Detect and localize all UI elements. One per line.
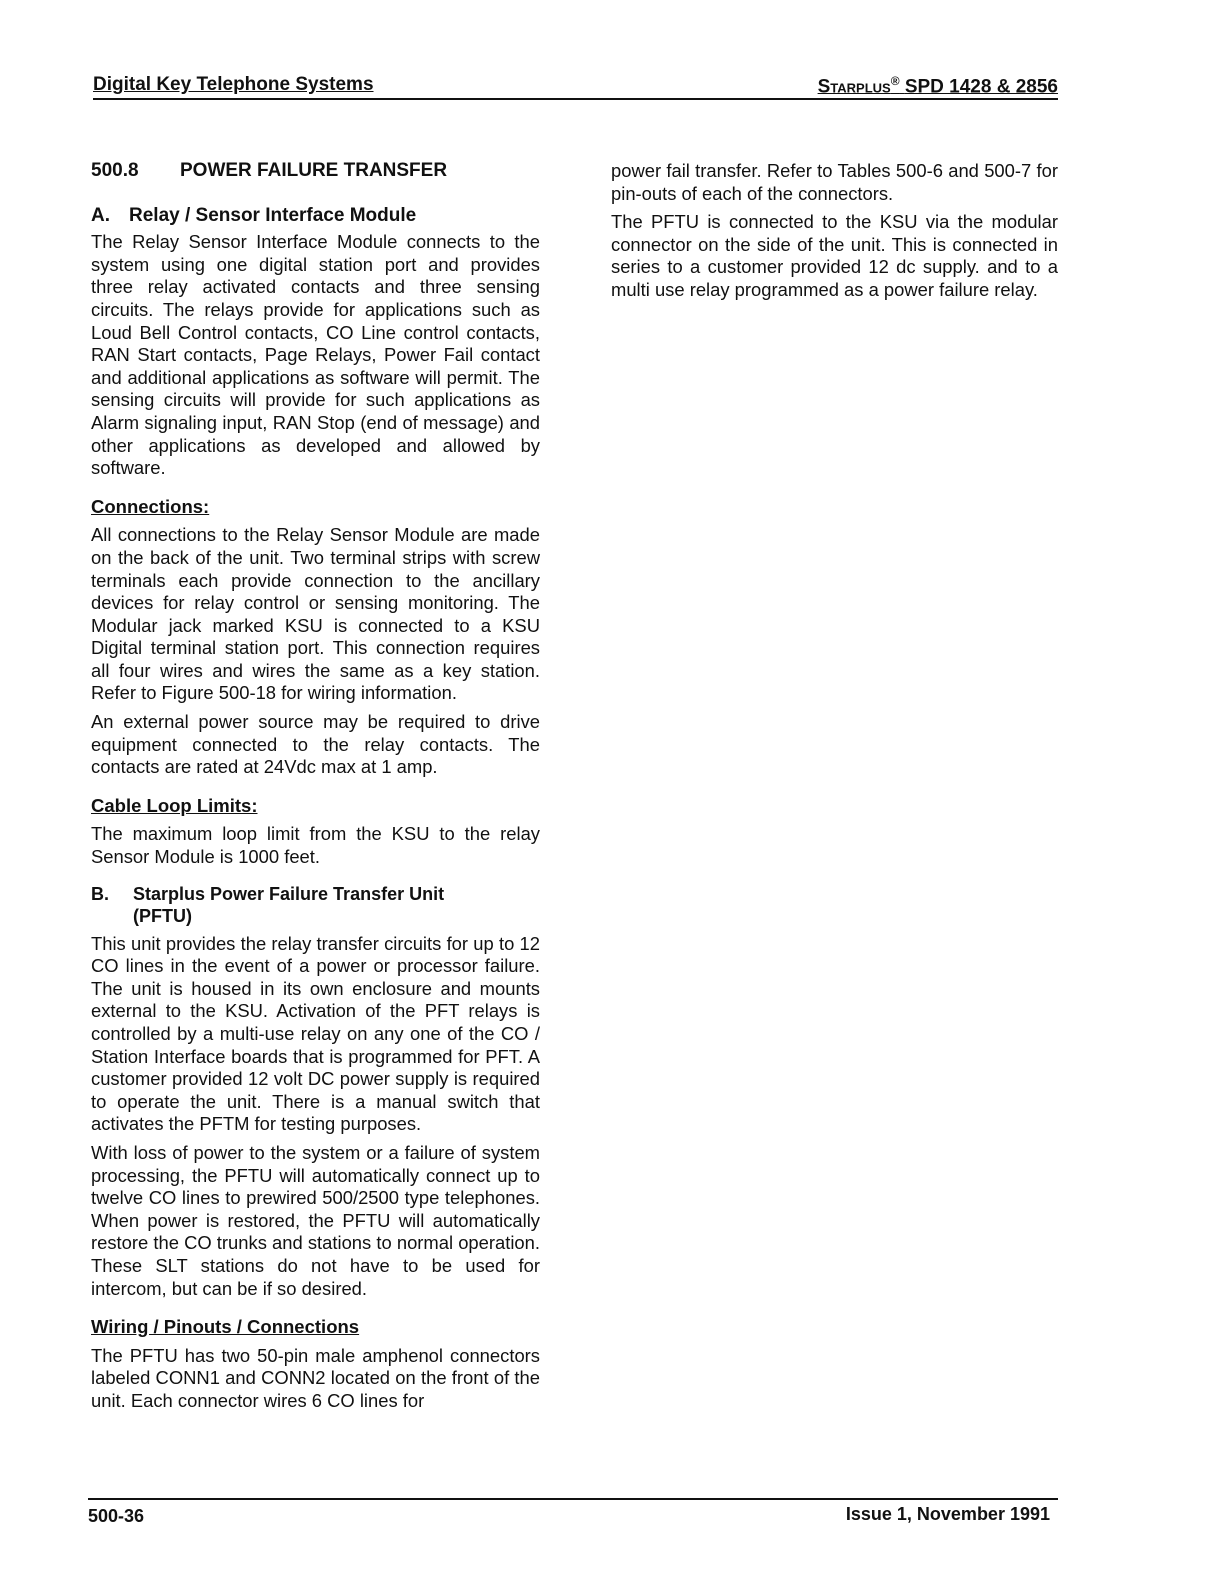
connections-heading: Connections: [91, 495, 210, 517]
registered-mark: ® [890, 74, 900, 88]
subsection-a-letter: A. [91, 204, 110, 226]
pftu-paragraph-2: With loss of power to the system or a failure of system processing, the PFTU will automatically connect up to twelve CO lines to prewired 500/2500 type telephones. When power is restored, the PFTU will automatically restore the CO trunks and stations to normal operation. These SLT stations do not have to be used for intercom, but can be if so desired. [91, 1141, 540, 1299]
header-title: Digital Key Telephone Systems [93, 74, 374, 95]
relay-sensor-paragraph: The Relay Sensor Interface Module connects to the system using one digital station port and provides three relay activated contacts and three sensing circuits. The relays provide for applications such as Loud Bell Control contacts, CO Line control contacts, RAN Start contacts, Page Relays, Power Fail contact and additional applications as software will permit. The sensing circuits will provide for such applications as Alarm signaling input, RAN Stop (end of message) and other applications as developed and allowed by software. [91, 231, 540, 479]
subsection-b-title-line2: (PFTU) [133, 905, 192, 926]
connections-paragraph-1: All connections to the Relay Sensor Module are made on the back of the unit. Two terminal strips with screw terminals each provide connection to the ancillary devices for relay control or sensing monitoring. The Modular jack marked KSU is connected to a KSU Digital terminal station port. This connection requires all four wires and wires the same as a key station. Refer to Figure 500-18 for wiring information. [91, 524, 540, 704]
right-paragraph-2: The PFTU is connected to the KSU via the modular connector on the side of the unit. This is connected in series to a customer provided 12 dc supply. and to a multi use relay programmed as a power failure relay. [611, 211, 1058, 300]
wiring-heading: Wiring / Pinouts / Connections [91, 1316, 360, 1338]
subsection-b-letter: B. [91, 883, 109, 904]
section-number: 500.8 [91, 160, 139, 181]
page-number: 500-36 [88, 1506, 145, 1526]
header-model: SPD 1428 & 2856 [904, 76, 1058, 98]
cable-loop-heading: Cable Loop Limits: [91, 794, 258, 816]
cable-loop-paragraph: The maximum loop limit from the KSU to the relay Sensor Module is 1000 feet. [91, 823, 540, 868]
subsection-b-title [91, 883, 540, 927]
subsection-a-title [91, 205, 540, 228]
left-column [91, 160, 540, 1419]
wiring-paragraph: The PFTU has two 50-pin male amphenol connectors labeled CONN1 and CONN2 located on the front of the unit. Each connector wires 6 CO lines for [91, 1344, 540, 1411]
right-paragraph-1: power fail transfer. Refer to Tables 500-6 and 500-7 for pin-outs of each of the connectors. [611, 160, 1058, 204]
header-brand: Starplus [817, 76, 891, 98]
connections-paragraph-2: An external power source may be required to drive equipment connected to the relay contacts. The contacts are rated at 24Vdc max at 1 amp. [91, 711, 540, 778]
right-column [611, 160, 1058, 308]
pftu-paragraph-1: This unit provides the relay transfer circuits for up to 12 CO lines in the event of a power or processor failure. The unit is housed in its own enclosure and mounts external to the KSU. Activation of the PFT relays is controlled by a multi-use relay on any one of the CO / Station Interface boards that is programmed for PFT. A customer provided 12 volt DC power supply is required to operate the unit. There is a manual switch that activates the PFTM for testing purposes. [91, 932, 540, 1135]
subsection-a-title-text: Relay / Sensor Interface Module [129, 204, 417, 226]
issue-date: Issue 1, November 1991 [845, 1504, 1050, 1524]
section-title [91, 160, 540, 183]
header-product [818, 74, 1058, 98]
page-header [93, 72, 1058, 100]
page-footer [88, 1498, 1058, 1526]
subsection-b-title-line1: Starplus Power Failure Transfer Unit [133, 883, 445, 904]
section-title-text: POWER FAILURE TRANSFER [180, 160, 448, 181]
